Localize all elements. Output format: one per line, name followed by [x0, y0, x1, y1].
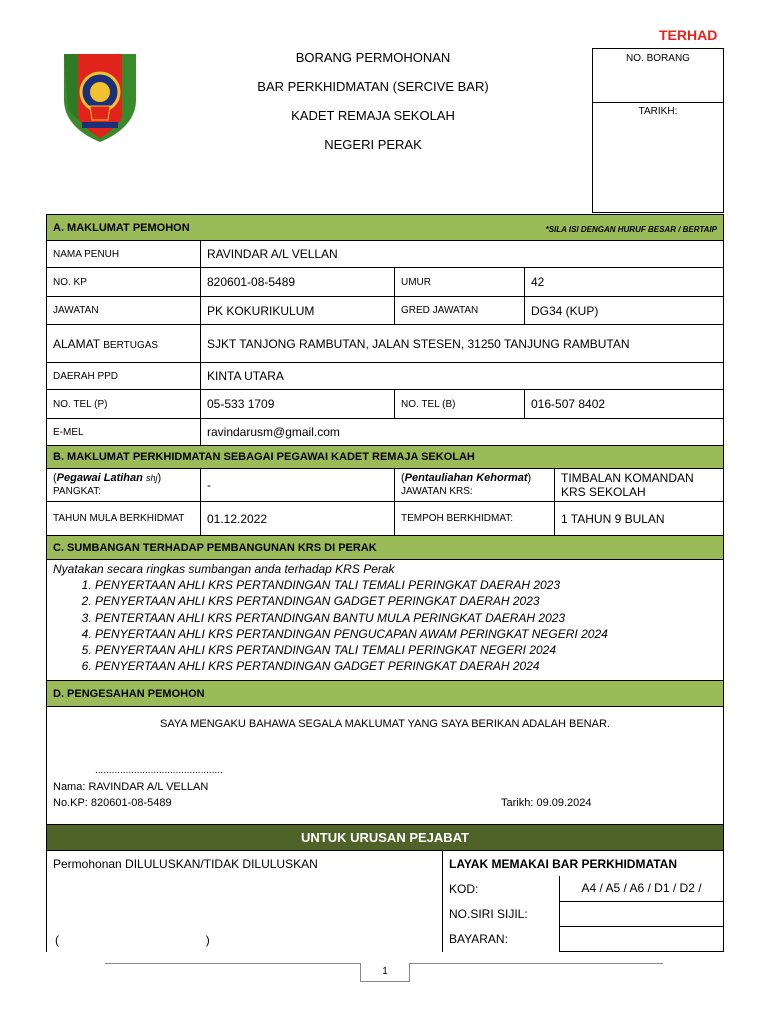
form-title-line-1: BORANG PERMOHONAN — [295, 50, 451, 65]
section-c-intro: Nyatakan secara ringkas sumbangan anda terhadap KRS Perak — [53, 562, 395, 576]
nama-field[interactable]: RAVINDAR A/L VELLAN — [201, 241, 724, 268]
declaration-text: SAYA MENGAKU BAHAWA SEGALA MAKLUMAT YANG SAYA BERIKAN ADALAH BENAR. — [160, 718, 610, 730]
office-details-table — [443, 851, 723, 952]
approval-bracket: ( ) — [55, 933, 210, 947]
gred-label: GRED JAWATAN — [395, 297, 525, 325]
jawatan-field[interactable]: PK KOKURIKULUM — [201, 297, 395, 325]
layak-label: LAYAK MEMAKAI BAR PERKHIDMATAN — [449, 856, 678, 871]
tempoh-field[interactable]: 1 TAHUN 9 BULAN — [555, 502, 724, 536]
pangkat-label: (Pegawai Latihan shj) PANGKAT: — [47, 469, 201, 502]
contribution-item: 5. PENYERTAAN AHLI KRS PERTANDINGAN TALI TEMALI PERINGKAT NEGERI 2024 — [95, 642, 717, 658]
nama-label: NAMA PENUH — [47, 241, 201, 268]
jawatan-krs-sub-label: JAWATAN KRS: — [401, 486, 473, 497]
latihan-small: shj — [145, 473, 158, 483]
alamat-label — [47, 325, 201, 363]
emel-label: E-MEL — [47, 419, 201, 446]
emel-field[interactable]: ravindarusm@gmail.com — [201, 419, 724, 446]
contributions-field[interactable] — [47, 560, 724, 681]
contribution-item: 2. PENYERTAAN AHLI KRS PERTANDINGAN GADGET PERINGKAT DAERAH 2023 — [95, 593, 717, 609]
pangkat-sub-label: PANGKAT: — [53, 486, 101, 497]
siri-label: NO.SIRI SIJIL: — [449, 906, 528, 921]
krs-crest-logo — [60, 48, 140, 144]
kod-field[interactable]: A4 / A5 / A6 / D1 / D2 / — [560, 876, 724, 901]
signature-line[interactable]: .............................................. — [95, 765, 223, 776]
alamat-label-small: BERTUGAS — [103, 339, 159, 351]
applicant-kp: No.KP: 820601-08-5489 — [53, 797, 172, 809]
jawatan-label: JAWATAN — [47, 297, 201, 325]
gred-field[interactable]: DG34 (KUP) — [525, 297, 724, 325]
section-c-header: C. SUMBANGAN TERHADAP PEMBANGUNAN KRS DI PERAK — [47, 536, 724, 560]
contribution-item: 6. PENYERTAAN AHLI KRS PERTANDINGAN GADGET PERINGKAT DAERAH 2024 — [95, 658, 717, 674]
contribution-list — [53, 577, 717, 674]
tel-p-field[interactable]: 05-533 1709 — [201, 390, 395, 419]
tel-p-label: NO. TEL (P) — [47, 390, 201, 419]
office-details — [443, 851, 724, 952]
form-title-line-4: NEGERI PERAK — [324, 137, 422, 152]
umur-field[interactable]: 42 — [525, 268, 724, 297]
section-a-title: A. MAKLUMAT PEMOHON — [53, 221, 190, 234]
section-d-header: D. PENGESAHAN PEMOHON — [47, 681, 724, 707]
contribution-item: 4. PENYERTAAN AHLI KRS PERTANDINGAN PENGUCAPAN AWAM PERINGKAT NEGERI 2024 — [95, 626, 717, 642]
office-use-header: UNTUK URUSAN PEJABAT — [47, 825, 724, 851]
kehormat-label: Pentauliahan Kehormat — [404, 472, 528, 484]
tel-b-label: NO. TEL (B) — [395, 390, 525, 419]
applicant-date: Tarikh: 09.09.2024 — [501, 797, 592, 809]
alamat-field[interactable]: SJKT TANJONG RAMBUTAN, JALAN STESEN, 31250 TANJUNG RAMBUTAN — [201, 325, 724, 363]
bayaran-field[interactable] — [560, 926, 724, 951]
tahun-mula-label: TAHUN MULA BERKHIDMAT — [47, 502, 201, 536]
contribution-item: 1. PENYERTAAN AHLI KRS PERTANDINGAN TALI TEMALI PERINGKAT DAERAH 2023 — [95, 577, 717, 593]
daerah-field[interactable]: KINTA UTARA — [201, 363, 724, 390]
approval-status-text: Permohonan DILULUSKAN/TIDAK DILULUSKAN — [53, 857, 318, 871]
tahun-mula-field[interactable]: 01.12.2022 — [201, 502, 395, 536]
daerah-label: DAERAH PPD — [47, 363, 201, 390]
section-a-note: *SILA ISI DENGAN HURUF BESAR / BERTAIP — [545, 224, 718, 234]
classification-label: TERHAD — [659, 27, 718, 43]
umur-label: UMUR — [395, 268, 525, 297]
application-form — [46, 214, 724, 952]
jawatan-krs-field[interactable]: TIMBALAN KOMANDAN KRS SEKOLAH — [555, 469, 724, 502]
page-number: 1 — [360, 963, 410, 982]
approval-area — [47, 851, 443, 952]
latihan-label: Pegawai Latihan — [56, 472, 143, 484]
siri-field[interactable] — [560, 901, 724, 926]
jawatan-krs-label: (Pentauliahan Kehormat) JAWATAN KRS: — [395, 469, 555, 502]
form-title-line-2: BAR PERKHIDMATAN (SERCIVE BAR) — [257, 79, 489, 94]
form-title-line-3: KADET REMAJA SEKOLAH — [291, 108, 455, 123]
bayaran-label: BAYARAN: — [449, 931, 508, 946]
declaration-area — [47, 707, 724, 825]
kp-field[interactable]: 820601-08-5489 — [201, 268, 395, 297]
tempoh-label: TEMPOH BERKHIDMAT: — [395, 502, 555, 536]
section-a-header — [47, 215, 724, 241]
tel-b-field[interactable]: 016-507 8402 — [525, 390, 724, 419]
reference-box — [592, 48, 724, 213]
pangkat-field[interactable]: - — [201, 469, 395, 502]
kp-label: NO. KP — [47, 268, 201, 297]
kod-label: KOD: — [449, 881, 479, 896]
applicant-name: Nama: RAVINDAR A/L VELLAN — [53, 781, 209, 793]
tarikh-label: TARIKH: — [638, 106, 678, 117]
section-b-header: B. MAKLUMAT PERKHIDMATAN SEBAGAI PEGAWAI KADET REMAJA SEKOLAH — [47, 446, 724, 469]
alamat-label-main: ALAMAT — [53, 336, 100, 351]
no-borang-label: NO. BORANG — [593, 49, 723, 103]
form-title-block — [228, 50, 518, 166]
contribution-item: 3. PENTERTAAN AHLI KRS PERTANDINGAN BANTU MULA PERINGKAT DAERAH 2023 — [95, 610, 717, 626]
